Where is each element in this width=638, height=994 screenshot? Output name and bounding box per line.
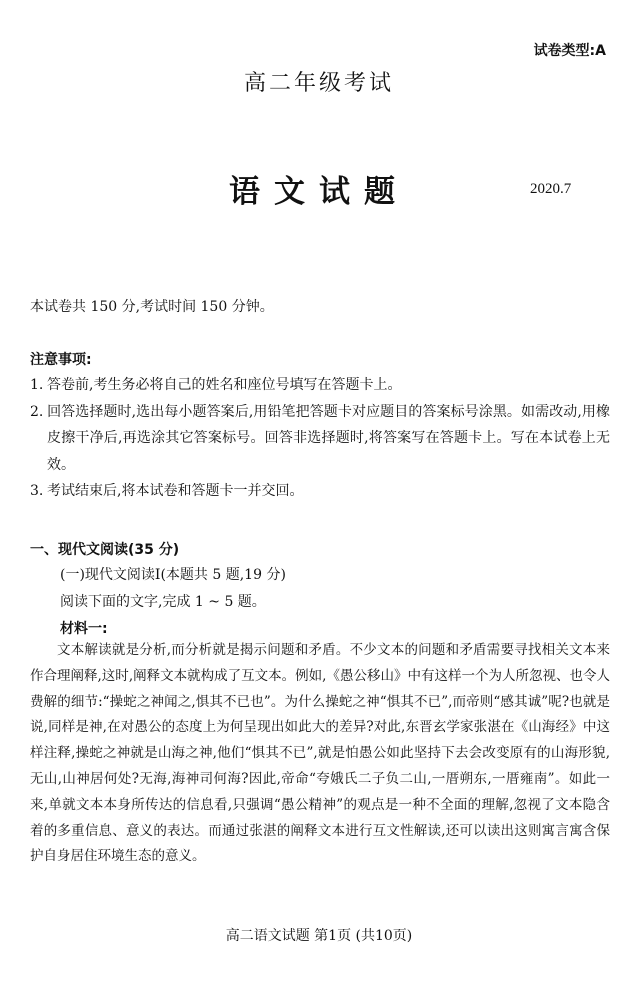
note-number: 3. bbox=[30, 483, 44, 499]
notes-list bbox=[30, 372, 610, 505]
exam-intro: 本试卷共 150 分,考试时间 150 分钟。 bbox=[30, 299, 274, 315]
list-item bbox=[30, 399, 610, 479]
subsection-heading: (一)现代文阅读Ⅰ(本题共 5 题,19 分) bbox=[60, 567, 286, 583]
exam-title: 高二年级考试 bbox=[243, 71, 394, 96]
note-text: 回答选择题时,选出每小题答案后,用铅笔把答题卡对应题目的答案标号涂黑。如需改动,用橡皮擦干净后,再选涂其它答案标号。回答非选择题时,将答案写在答题卡上。写在本试卷上无效。 bbox=[47, 403, 610, 473]
page-footer: 高二语文试题 第1页 (共10页) bbox=[225, 928, 413, 944]
material-heading: 材料一: bbox=[60, 621, 108, 637]
note-text: 答卷前,考生务必将自己的姓名和座位号填写在答题卡上。 bbox=[47, 377, 402, 393]
reading-instruction: 阅读下面的文字,完成 1 ~ 5 题。 bbox=[60, 594, 266, 610]
exam-date: 2020.7 bbox=[530, 181, 572, 197]
list-item bbox=[30, 478, 610, 505]
material-body-text: 文本解读就是分析,而分析就是揭示问题和矛盾。不少文本的问题和矛盾需要寻找相关文本来作合理阐释,这时,阐释文本就构成了互文本。例如,《愚公移山》中有这样一个为人所忽视、也令人费解的细节:“操蛇之神闻之,惧其不已也”。为什么操蛇之神“惧其不已”,而帝则“感其诚”呢?也就是说,同样是神,在对愚公的态度上为何呈现出如此大的差异?对此,东晋玄学家张湛在《山海经》中这样注释,操蛇之神就是山海之神,他们“惧其不已”,就是怕愚公如此坚持下去会改变原有的山海形貌,无山,山神居何处?无海,海神司何海?因此,帝命“夸娥氏二子负二山,一厝朔东,一厝雍南”。如此一来,单就文本本身所传达的信息看,只强调“愚公精神”的观点是一种不全面的理解,忽视了文本隐含着的多重信息、意义的表达。而通过张湛的阐释文本进行互文性解读,还可以读出这则寓言寓含保护自身居住环境生态的意义。 bbox=[30, 642, 610, 865]
paper-type-label: 试卷类型:A bbox=[533, 43, 606, 59]
note-number: 1. bbox=[30, 377, 44, 393]
section-heading: 一、现代文阅读(35 分) bbox=[30, 542, 180, 558]
note-text: 考试结束后,将本试卷和答题卡一并交回。 bbox=[47, 483, 304, 499]
notes-heading: 注意事项: bbox=[30, 352, 92, 368]
subject-title: 语文试题 bbox=[229, 174, 409, 210]
list-item bbox=[30, 372, 610, 399]
note-number: 2. bbox=[30, 403, 44, 420]
